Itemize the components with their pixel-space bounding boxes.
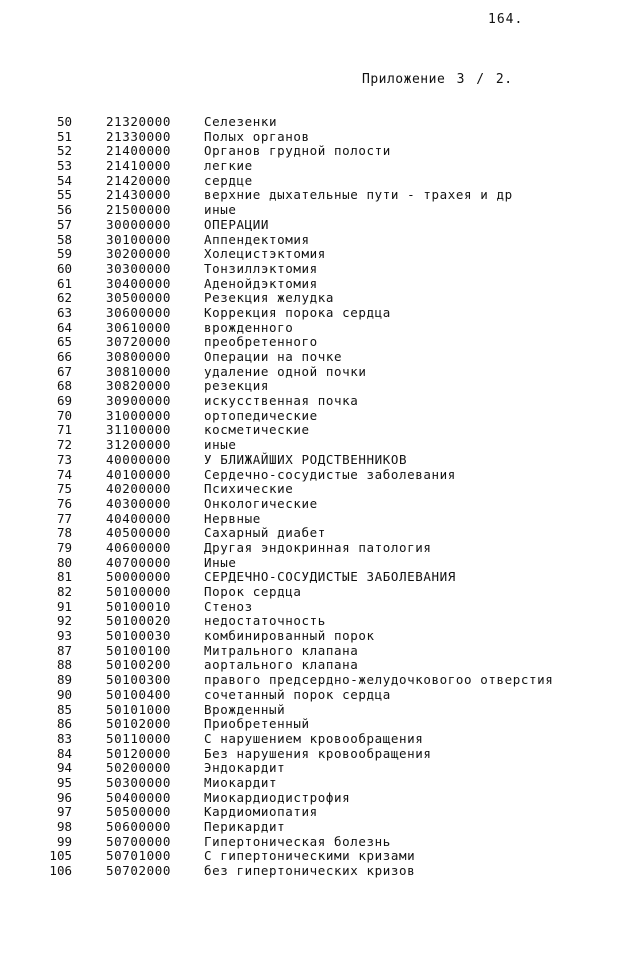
list-item	[0, 835, 632, 850]
row-name: Аппендектомия	[204, 231, 310, 247]
row-name: Без нарушения кровообращения	[204, 745, 432, 761]
row-name: правого предсердно-желудочковогоо отверстия	[204, 672, 554, 688]
row-code: 50100100	[106, 642, 172, 658]
row-code: 50100010	[106, 598, 172, 614]
list-item	[0, 321, 632, 336]
list-item	[0, 233, 632, 248]
row-number: 65	[56, 334, 72, 350]
list-item	[0, 805, 632, 820]
list-item	[0, 541, 632, 556]
list-item	[0, 526, 632, 541]
row-number: 69	[56, 393, 72, 409]
row-code: 50100000	[106, 584, 172, 599]
list-item	[0, 688, 632, 703]
list-item	[0, 717, 632, 732]
row-code: 50100030	[106, 628, 172, 644]
row-name: без гипертонических кризов	[204, 863, 416, 879]
row-number: 68	[56, 378, 72, 394]
row-name: СЕРДЕЧНО-СОСУДИСТЫЕ ЗАБОЛЕВАНИЯ	[204, 569, 456, 585]
row-name: Миокардиодистрофия	[204, 789, 351, 805]
row-number: 81	[56, 569, 72, 585]
row-code: 30100000	[106, 231, 172, 247]
row-name: Резекция желудка	[204, 290, 335, 306]
row-number: 59	[56, 246, 72, 262]
row-number: 83	[56, 730, 72, 746]
row-name: искусственная почка	[204, 393, 359, 409]
row-name: Сахарный диабет	[204, 525, 326, 541]
row-number: 58	[56, 231, 72, 247]
row-number: 51	[56, 128, 72, 144]
row-code: 31000000	[106, 407, 172, 423]
row-number: 92	[56, 613, 72, 629]
row-name: преобретенного	[204, 334, 318, 350]
row-code: 40300000	[106, 495, 172, 511]
row-name: Онкологические	[204, 495, 318, 511]
row-code: 21410000	[106, 158, 172, 174]
row-name: Кардиомиопатия	[204, 804, 318, 820]
row-name: Аденойдэктомия	[204, 275, 318, 291]
list-item	[0, 174, 632, 189]
list-item	[0, 453, 632, 468]
row-name: верхние дыхательные пути - трахея и др	[204, 187, 513, 203]
row-name: Эндокардит	[204, 760, 286, 776]
row-number: 56	[56, 202, 72, 218]
list-item	[0, 350, 632, 365]
row-number: 89	[56, 672, 72, 688]
row-name: Миокардит	[204, 774, 278, 790]
row-name: Порок сердца	[204, 584, 302, 599]
page-number: 164.	[488, 12, 524, 27]
list-item	[0, 115, 632, 130]
row-name: Приобретенный	[204, 716, 310, 732]
row-name: легкие	[204, 158, 253, 174]
row-name: Нервные	[204, 510, 261, 526]
row-code: 30500000	[106, 290, 172, 306]
row-name: Сердечно-сосудистые заболевания	[204, 466, 456, 482]
row-number: 76	[56, 495, 72, 511]
row-code: 40400000	[106, 510, 172, 526]
list-item	[0, 849, 632, 864]
row-name: Холецистэктомия	[204, 246, 326, 262]
row-name: Иные	[204, 554, 237, 570]
list-item	[0, 188, 632, 203]
row-name: резекция	[204, 378, 270, 394]
row-number: 61	[56, 275, 72, 291]
row-number: 96	[56, 789, 72, 805]
row-number: 90	[56, 686, 72, 702]
row-code: 30000000	[106, 216, 172, 232]
row-name: комбинированный порок	[204, 628, 375, 644]
list-item	[0, 159, 632, 174]
row-code: 30600000	[106, 304, 172, 320]
row-name: С нарушением кровообращения	[204, 730, 424, 746]
row-number: 93	[56, 628, 72, 644]
row-code: 30400000	[106, 275, 172, 291]
list-item	[0, 365, 632, 380]
row-number: 55	[56, 187, 72, 203]
row-name: Врожденный	[204, 701, 286, 717]
list-item	[0, 247, 632, 262]
row-code: 50700000	[106, 833, 172, 849]
list-item	[0, 570, 632, 585]
list-item	[0, 864, 632, 879]
list-item	[0, 614, 632, 629]
row-name: Стеноз	[204, 598, 253, 614]
list-item	[0, 438, 632, 453]
row-number: 84	[56, 745, 72, 761]
row-number: 77	[56, 510, 72, 526]
row-code: 50100300	[106, 672, 172, 688]
row-number: 94	[56, 760, 72, 776]
row-name: ортопедические	[204, 407, 318, 423]
row-name: Коррекция порока сердца	[204, 304, 391, 320]
list-item	[0, 732, 632, 747]
row-code: 21430000	[106, 187, 172, 203]
list-item	[0, 820, 632, 835]
row-code: 50500000	[106, 804, 172, 820]
row-number: 52	[56, 143, 72, 159]
row-code: 50600000	[106, 819, 172, 834]
row-code: 50100020	[106, 613, 172, 629]
list-item	[0, 747, 632, 762]
list-item	[0, 423, 632, 438]
row-name: У БЛИЖАЙШИХ РОДСТВЕННИКОВ	[204, 451, 408, 467]
row-name: Селезенки	[204, 114, 278, 129]
list-item	[0, 703, 632, 718]
row-code: 30900000	[106, 393, 172, 409]
row-number: 71	[56, 422, 72, 438]
row-code: 50100400	[106, 686, 172, 702]
list-item	[0, 468, 632, 483]
row-code: 30200000	[106, 246, 172, 262]
list-item	[0, 585, 632, 600]
list-item	[0, 776, 632, 791]
row-code: 30800000	[106, 349, 172, 364]
row-code: 50120000	[106, 745, 172, 761]
row-code: 40700000	[106, 554, 172, 570]
list-item	[0, 130, 632, 145]
row-number: 73	[56, 451, 72, 467]
list-item	[0, 379, 632, 394]
row-name: удаление одной почки	[204, 363, 367, 379]
row-number: 67	[56, 363, 72, 379]
list-item	[0, 644, 632, 659]
row-number: 50	[56, 114, 72, 129]
row-code: 50000000	[106, 569, 172, 585]
row-name: Полых органов	[204, 128, 310, 144]
row-name: иные	[204, 202, 237, 218]
row-number: 54	[56, 172, 72, 188]
row-number: 63	[56, 304, 72, 320]
row-name: Перикардит	[204, 819, 286, 834]
row-number: 64	[56, 319, 72, 335]
row-code: 21320000	[106, 114, 172, 129]
row-number: 97	[56, 804, 72, 820]
row-name: врожденного	[204, 319, 294, 335]
row-code: 40600000	[106, 539, 172, 555]
row-code: 40000000	[106, 451, 172, 467]
row-number: 66	[56, 349, 72, 364]
row-code: 50200000	[106, 760, 172, 776]
code-list	[0, 115, 632, 879]
row-code: 30720000	[106, 334, 172, 350]
list-item	[0, 335, 632, 350]
row-name: ОПЕРАЦИИ	[204, 216, 270, 232]
list-item	[0, 203, 632, 218]
row-code: 21420000	[106, 172, 172, 188]
row-number: 53	[56, 158, 72, 174]
row-number: 57	[56, 216, 72, 232]
row-name: Тонзиллэктомия	[204, 260, 318, 276]
row-name: иные	[204, 437, 237, 453]
row-name: С гипертоническими кризами	[204, 848, 416, 864]
row-code: 50702000	[106, 863, 172, 879]
row-name: сочетанный порок сердца	[204, 686, 391, 702]
list-item	[0, 262, 632, 277]
list-item	[0, 409, 632, 424]
row-number: 74	[56, 466, 72, 482]
list-item	[0, 600, 632, 615]
row-number: 80	[56, 554, 72, 570]
list-item	[0, 556, 632, 571]
row-number: 99	[56, 833, 72, 849]
row-name: Другая эндокринная патология	[204, 539, 432, 555]
row-code: 50300000	[106, 774, 172, 790]
row-number: 72	[56, 437, 72, 453]
row-number: 88	[56, 657, 72, 673]
list-item	[0, 306, 632, 321]
row-number: 75	[56, 481, 72, 497]
row-name: Операции на почке	[204, 349, 343, 364]
row-number: 105	[49, 848, 72, 864]
row-number: 82	[56, 584, 72, 599]
list-item	[0, 761, 632, 776]
row-name: косметические	[204, 422, 310, 438]
row-code: 50101000	[106, 701, 172, 717]
list-item	[0, 658, 632, 673]
row-code: 50100200	[106, 657, 172, 673]
row-number: 87	[56, 642, 72, 658]
row-code: 21400000	[106, 143, 172, 159]
row-name: Митрального клапана	[204, 642, 359, 658]
row-code: 40500000	[106, 525, 172, 541]
row-code: 50110000	[106, 730, 172, 746]
list-item	[0, 673, 632, 688]
row-name: аортального клапана	[204, 657, 359, 673]
row-name: Органов грудной полости	[204, 143, 391, 159]
row-number: 95	[56, 774, 72, 790]
row-number: 85	[56, 701, 72, 717]
list-item	[0, 512, 632, 527]
row-code: 31200000	[106, 437, 172, 453]
row-number: 106	[49, 863, 72, 879]
row-code: 21500000	[106, 202, 172, 218]
row-code: 50400000	[106, 789, 172, 805]
row-code: 30810000	[106, 363, 172, 379]
row-code: 40200000	[106, 481, 172, 497]
row-number: 79	[56, 539, 72, 555]
row-code: 30300000	[106, 260, 172, 276]
row-name: недостаточность	[204, 613, 326, 629]
row-name: Гипертоническая болезнь	[204, 833, 391, 849]
row-number: 70	[56, 407, 72, 423]
row-number: 86	[56, 716, 72, 732]
list-item	[0, 277, 632, 292]
row-code: 50102000	[106, 716, 172, 732]
row-name: Психические	[204, 481, 294, 497]
list-item	[0, 144, 632, 159]
row-code: 30610000	[106, 319, 172, 335]
list-item	[0, 394, 632, 409]
row-code: 50701000	[106, 848, 172, 864]
row-name: сердце	[204, 172, 253, 188]
row-number: 62	[56, 290, 72, 306]
list-item	[0, 218, 632, 233]
list-item	[0, 629, 632, 644]
row-number: 91	[56, 598, 72, 614]
row-number: 78	[56, 525, 72, 541]
row-code: 30820000	[106, 378, 172, 394]
row-code: 31100000	[106, 422, 172, 438]
list-item	[0, 482, 632, 497]
row-number: 98	[56, 819, 72, 834]
list-item	[0, 291, 632, 306]
list-item	[0, 791, 632, 806]
row-code: 40100000	[106, 466, 172, 482]
row-number: 60	[56, 260, 72, 276]
list-item	[0, 497, 632, 512]
appendix-label: Приложение 3 / 2.	[362, 72, 513, 87]
row-code: 21330000	[106, 128, 172, 144]
